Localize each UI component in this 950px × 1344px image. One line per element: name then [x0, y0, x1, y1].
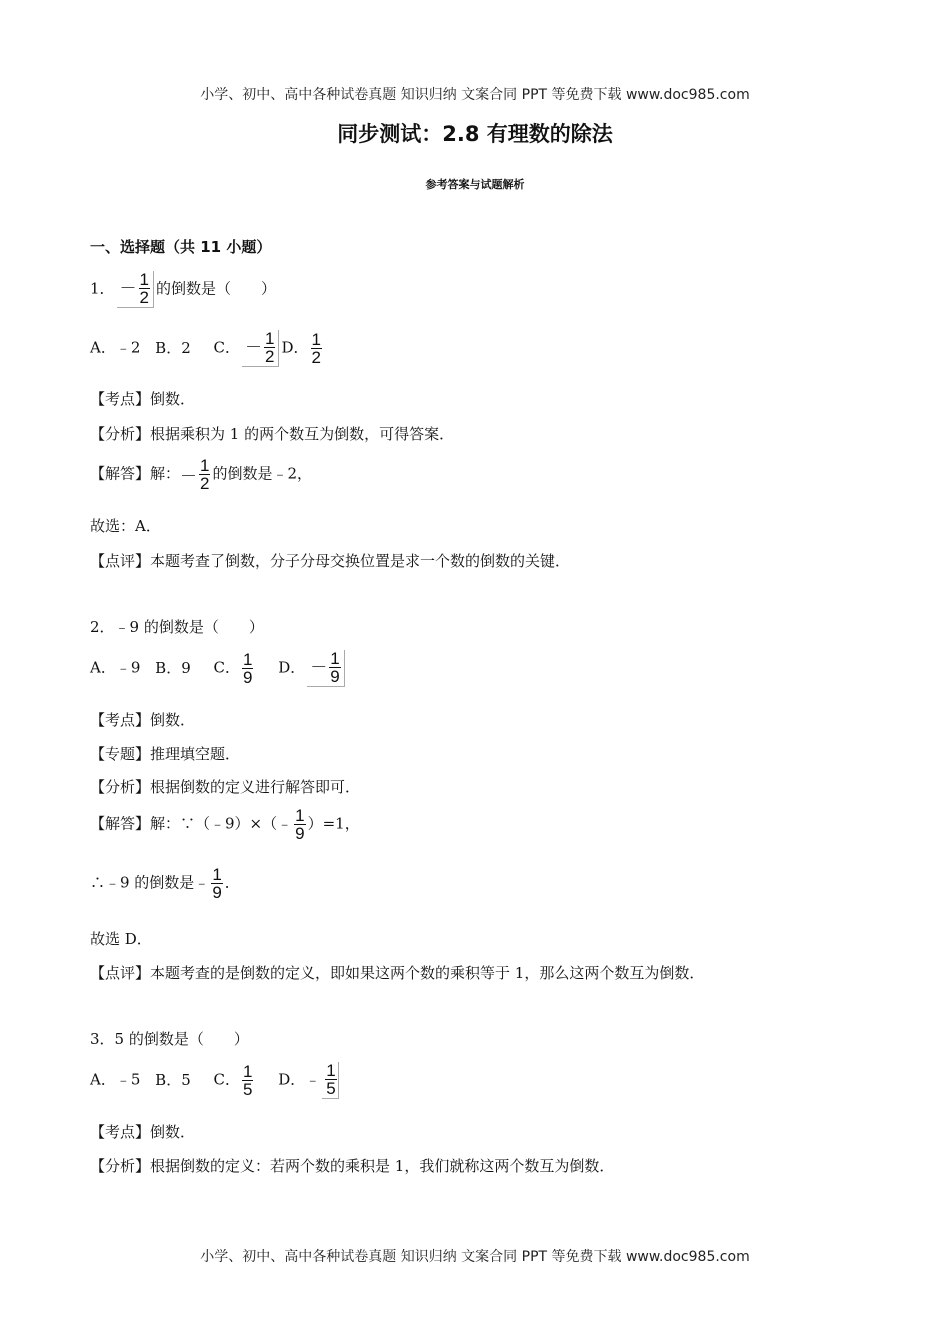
- q1-jieda: [90, 457, 312, 492]
- option-b: B．5: [155, 1070, 191, 1089]
- option-c: C．: [213, 1070, 241, 1089]
- q3-fenxi: 【分析】根据倒数的定义：若两个数的乘积是 1，我们就称这两个数互为倒数．: [90, 1157, 615, 1175]
- option-d-fraction: [322, 1062, 338, 1099]
- q1-guxuan: 故选：A．: [90, 517, 161, 535]
- fraction: [117, 271, 154, 308]
- q2-fenxi: 【分析】根据倒数的定义进行解答即可．: [90, 778, 361, 796]
- minus-sign: －: [119, 279, 137, 298]
- jieda-text: ）=1，: [307, 814, 360, 833]
- numerator: 1: [139, 270, 150, 289]
- footer-banner: 小学、初中、高中各种试卷真题 知识归纳 文案合同 PPT 等免费下载 www.doc985.com: [200, 1249, 750, 1265]
- option-b: B．9: [155, 658, 191, 677]
- question-2-stem: 2．﹣9 的倒数是（ ）: [90, 618, 264, 636]
- jieda-label: 【解答】解：: [90, 464, 181, 483]
- option-c: C．: [213, 658, 241, 677]
- option-c-fraction: [242, 330, 279, 367]
- option-c-fraction: [242, 651, 253, 686]
- q1-fenxi: 【分析】根据乘积为 1 的两个数互为倒数，可得答案．: [90, 425, 455, 443]
- option-c: C．: [213, 338, 241, 357]
- denominator: 2: [265, 347, 275, 366]
- q2-dianping: 【点评】本题考查的是倒数的定义，即如果这两个数的乘积等于 1，那么这两个数互为倒数．: [90, 964, 705, 982]
- question-1-options: [90, 330, 324, 367]
- fraction: [294, 807, 305, 842]
- denominator: 5: [243, 1080, 253, 1099]
- question-3-options: [90, 1062, 341, 1099]
- numerator: 1: [212, 865, 222, 884]
- option-d: D．: [278, 658, 306, 677]
- page-title: 同步测试：2.8 有理数的除法: [337, 122, 613, 146]
- denominator: 9: [243, 668, 253, 687]
- fraction-body: [264, 330, 275, 365]
- numerator: 1: [243, 650, 253, 669]
- question-3-stem: 3．5 的倒数是（ ）: [90, 1030, 249, 1048]
- fraction: [199, 457, 210, 492]
- q1-kaodian: 【考点】倒数．: [90, 390, 196, 408]
- q2-jieda: [90, 807, 360, 842]
- option-a: A．﹣5: [90, 1070, 141, 1089]
- option-a: A．﹣9: [90, 658, 141, 677]
- jieda-text: 的倒数是﹣2，: [212, 464, 313, 483]
- option-d-fraction: [311, 331, 322, 366]
- q2-kaodian: 【考点】倒数．: [90, 711, 196, 729]
- question-number: 1．: [90, 279, 115, 298]
- denominator: 9: [295, 824, 305, 843]
- period: ．: [224, 873, 240, 892]
- minus-sign: －: [310, 658, 328, 677]
- denominator: 9: [212, 883, 222, 902]
- q3-kaodian: 【考点】倒数．: [90, 1123, 196, 1141]
- numerator: 1: [265, 329, 275, 348]
- q1-dianping: 【点评】本题考查了倒数，分子分母交换位置是求一个数的倒数的关键．: [90, 552, 571, 570]
- numerator: 1: [326, 1061, 336, 1080]
- page-subtitle: 参考答案与试题解析: [425, 178, 525, 191]
- jieda-label: 【解答】解：∵（﹣9）×（﹣: [90, 814, 293, 833]
- numerator: 1: [200, 456, 210, 475]
- minus-sign: －: [180, 467, 198, 486]
- option-a: A．﹣2: [90, 338, 141, 357]
- denominator: 2: [139, 288, 150, 307]
- q2-zhuanti: 【专题】推理填空题．: [90, 745, 241, 763]
- therefore-text: ∴﹣9 的倒数是﹣: [90, 873, 210, 892]
- option-c-fraction: [242, 1063, 253, 1098]
- option-d-fraction: [307, 650, 344, 687]
- q2-guxuan: 故选 D．: [90, 930, 152, 948]
- header-banner: 小学、初中、高中各种试卷真题 知识归纳 文案合同 PPT 等免费下载 www.doc985.com: [200, 87, 750, 103]
- fraction: [211, 866, 222, 901]
- denominator: 2: [311, 348, 321, 367]
- minus-sign: －: [245, 338, 263, 357]
- option-d: D．: [281, 338, 309, 357]
- denominator: 9: [330, 667, 340, 686]
- question-1-stem: [90, 271, 276, 308]
- numerator: 1: [311, 330, 321, 349]
- numerator: 1: [330, 649, 340, 668]
- stem-text: 的倒数是（ ）: [156, 279, 277, 298]
- option-d: D．﹣: [278, 1070, 321, 1089]
- q2-therefore: [90, 866, 240, 901]
- fraction-body: [139, 271, 150, 306]
- fraction-body: [329, 650, 340, 685]
- section-heading: 一、选择题（共 11 小题）: [90, 238, 272, 256]
- option-b: B．2: [155, 338, 191, 357]
- denominator: 5: [326, 1079, 336, 1098]
- numerator: 1: [295, 806, 305, 825]
- denominator: 2: [200, 474, 210, 493]
- question-2-options: [90, 650, 347, 687]
- numerator: 1: [243, 1062, 253, 1081]
